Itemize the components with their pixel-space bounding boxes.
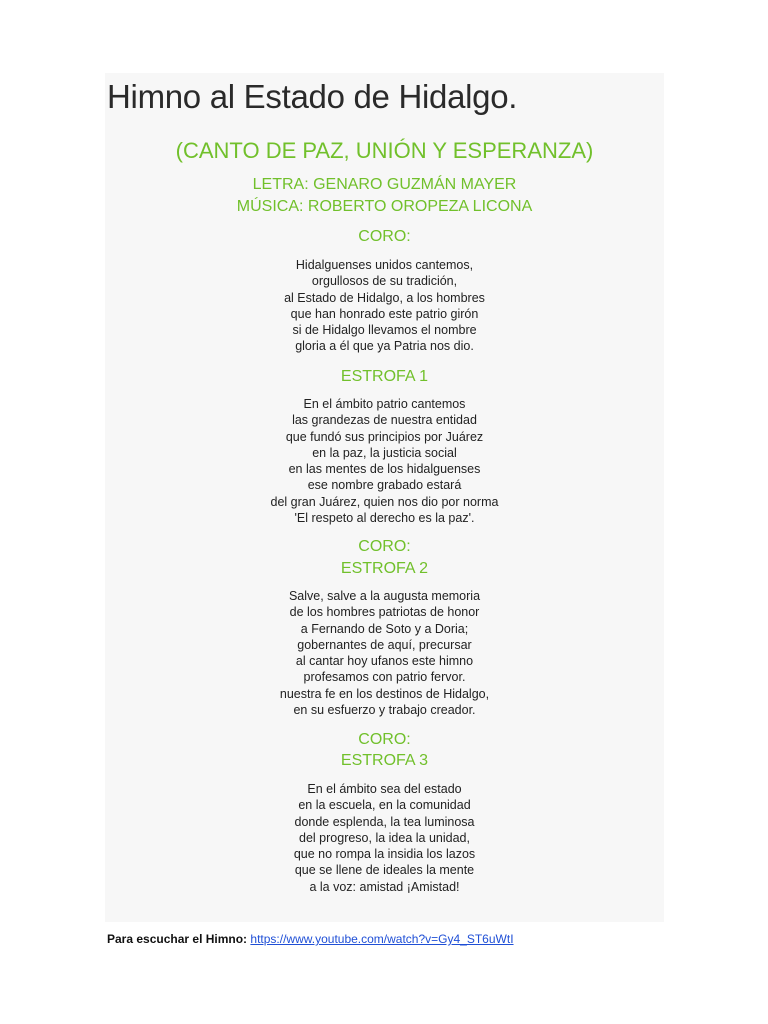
verse-line: en las mentes de los hidalguenses bbox=[288, 462, 481, 477]
coro3-heading: CORO: bbox=[358, 731, 411, 748]
verse-line: 'El respeto al derecho es la paz'. bbox=[294, 511, 475, 526]
coro-verse bbox=[105, 257, 664, 355]
verse-line: en la paz, la justicia social bbox=[312, 445, 457, 460]
verse-line: a la voz: amistad ¡Amistad! bbox=[309, 879, 460, 894]
verse-line: gloria a él que ya Patria nos dio. bbox=[295, 339, 474, 354]
verse-line: nuestra fe en los destinos de Hidalgo, bbox=[279, 686, 490, 701]
verse-line: de los hombres patriotas de honor bbox=[289, 605, 480, 620]
estrofa3-verse bbox=[105, 781, 664, 895]
verse-line: en la escuela, en la comunidad bbox=[298, 798, 471, 813]
estrofa1-heading: ESTROFA 1 bbox=[340, 368, 429, 385]
verse-line: En el ámbito patrio cantemos bbox=[303, 397, 466, 411]
youtube-link[interactable]: https://www.youtube.com/watch?v=Gy4_ST6uWtI bbox=[250, 932, 514, 946]
coro-heading: CORO: bbox=[358, 228, 411, 245]
lyrics-credit: LETRA: GENARO GUZMÁN MAYER bbox=[252, 176, 517, 193]
verse-line: del gran Juárez, quien nos dio por norma bbox=[270, 494, 499, 509]
verse-line: ese nombre grabado estará bbox=[307, 478, 462, 493]
verse-line: al Estado de Hidalgo, a los hombres bbox=[284, 290, 485, 305]
verse-line: orgullosos de su tradición, bbox=[311, 274, 458, 289]
estrofa2-verse bbox=[105, 588, 664, 718]
verse-line: al cantar hoy ufanos este himno bbox=[295, 654, 474, 669]
verse-line: del progreso, la idea la unidad, bbox=[299, 830, 470, 845]
subtitle: (CANTO DE PAZ, UNIÓN Y ESPERANZA) bbox=[175, 138, 594, 163]
coro2-heading: CORO: bbox=[358, 538, 411, 555]
estrofa2-heading: ESTROFA 2 bbox=[340, 560, 429, 577]
verse-line: donde esplenda, la tea luminosa bbox=[294, 814, 475, 829]
page-title: Himno al Estado de Hidalgo. bbox=[107, 78, 518, 115]
estrofa3-heading: ESTROFA 3 bbox=[340, 752, 429, 769]
verse-line: las grandezas de nuestra entidad bbox=[292, 413, 477, 428]
verse-line: Salve, salve a la augusta memoria bbox=[288, 589, 481, 603]
footer-label: Para escuchar el Himno: bbox=[107, 932, 248, 946]
verse-line: si de Hidalgo llevamos el nombre bbox=[292, 323, 477, 338]
verse-line: Hidalguenses unidos cantemos, bbox=[295, 258, 474, 272]
verse-line: En el ámbito sea del estado bbox=[307, 782, 462, 796]
footer bbox=[107, 932, 514, 946]
verse-line: a Fernando de Soto y a Doria; bbox=[300, 621, 469, 636]
verse-line: que fundó sus principios por Juárez bbox=[285, 429, 484, 444]
estrofa1-verse bbox=[105, 396, 664, 526]
music-credit: MÚSICA: ROBERTO OROPEZA LICONA bbox=[236, 198, 533, 215]
verse-line: gobernantes de aquí, precursar bbox=[297, 637, 472, 652]
verse-line: que se llene de ideales la mente bbox=[294, 863, 475, 878]
verse-line: que no rompa la insidia los lazos bbox=[293, 847, 476, 862]
verse-line: profesamos con patrio fervor. bbox=[303, 670, 466, 685]
verse-line: en su esfuerzo y trabajo creador. bbox=[293, 703, 476, 718]
verse-line: que han honrado este patrio girón bbox=[290, 306, 479, 321]
